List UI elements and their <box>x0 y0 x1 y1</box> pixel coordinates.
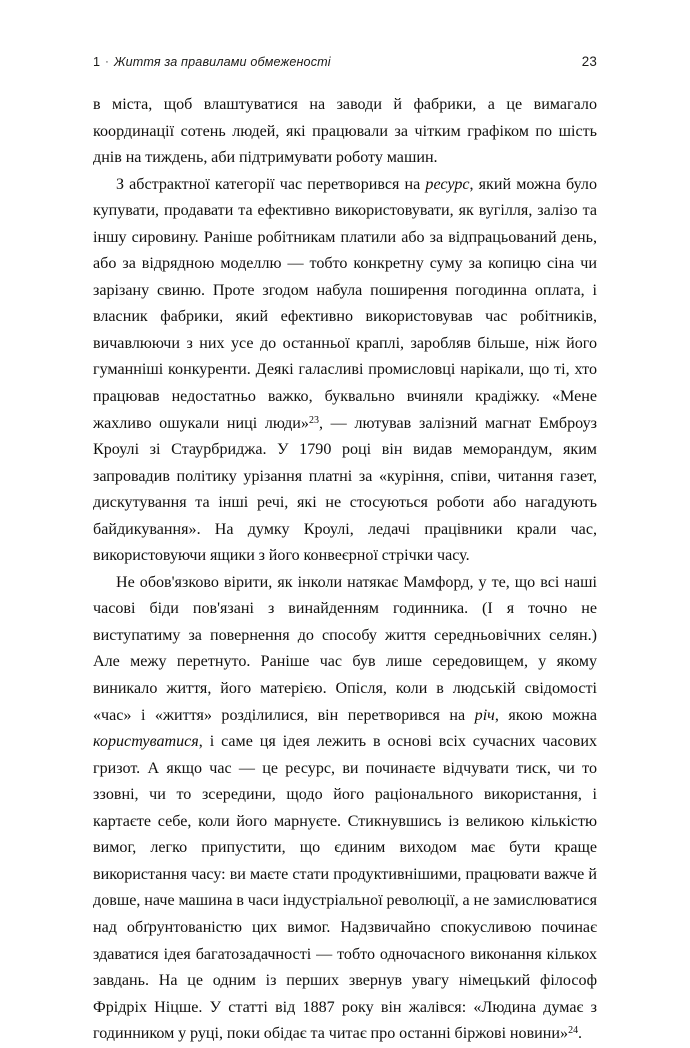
page-number: 23 <box>581 54 597 69</box>
footnote-reference: 23 <box>308 414 319 426</box>
emphasis-text: річ <box>474 706 495 724</box>
emphasis-text: користуватися <box>93 733 199 751</box>
body-text <box>93 92 597 1048</box>
running-head <box>93 54 597 76</box>
running-head-left <box>93 55 331 69</box>
emphasis-text: ресурс <box>425 175 470 193</box>
running-head-separator: · <box>105 56 109 68</box>
paragraph-1: в міста, щоб влаштуватися на заводи й фабрики, а це вимагало координації сотень людей, які працювали за чітким графіком по шість днів на тиждень, аби підтримувати роботу машин. <box>93 96 597 167</box>
footnote-reference: 24 <box>568 1024 579 1036</box>
paragraph-3: Не обов'язково вірити, як інколи натякає Мамфорд, у те, що всі наші часові біди пов'язані з винайденням годинника. (І я точно не виступатиму за повернення до способу життя середньовічних селян.) Але межу перетнуто. Раніше час був лише середовищем, у якому виникало життя, його матерією. Опісля, коли в людській свідомості «час» і «життя» розділилися, він перетворився на річ, якою можна користуватися, і саме ця ідея лежить в основі всіх сучасних часових гризот. А якщо час — це ресурс, ви починаєте відчувати тиск, чи то ззовні, чи то зсередини, щодо його раціонального використання, і картаєте себе, коли його марнуєте. Стикнувшись із великою кількістю вимог, легко припустити, що єдиним виходом має бути краще використання часу: ви маєте стати продуктивнішими, працювати важче й довше, наче машина в часи індустріальної революції, а не замислюватися над обґрунтованістю цих вимог. Надзвичайно спокусливою починає здаватися ідея багатозадачності — тобто одночасного виконання кількох завдань. На це одним із перших звернув увагу німецький філософ Фрідріх Ніцше. У статті від 1887 року він жалівся: «Людина думає з годинником у руці, поки обідає та читає про останні біржові новини»$^{24}$. <box>93 573 597 1043</box>
paragraph-2: З абстрактної категорії час перетворився на ресурс, який можна було купувати, продавати та ефективно використовувати, як вугілля, залізо та іншу сировину. Раніше робітникам платили або за відпрацьований день, або за відрядною моделлю — тобто конкретну суму за копицю сіна чи зарізану свиню. Проте згодом набула поширення погодинна оплата, і власник фабрики, який ефективно використовував час робітників, вичавлюючи з них усе до останньої краплі, заробляв більше, ніж його гуманніші конкуренти. Деякі галасливі промисловці нарікали, що ті, хто працював недостатньо важко, буквально вчиняли крадіжку. «Мене жахливо ошукали ниці люди»$^{23}$, — лютував залізний магнат Емброуз Кроулі зі Стаурбриджа. У 1790 році він видав меморандум, яким запровадив політику урізання платні за «куріння, співи, читання газет, дискутування та інші речі, які не стосуються роботи або нагадують байдикування». На думку Кроулі, ледачі працівники крали час, використовуючи ящики з його конвеєрної стрічки часу. <box>93 175 597 565</box>
chapter-title: Життя за правилами обмеженості <box>113 55 331 69</box>
chapter-number: 1 <box>93 55 101 69</box>
